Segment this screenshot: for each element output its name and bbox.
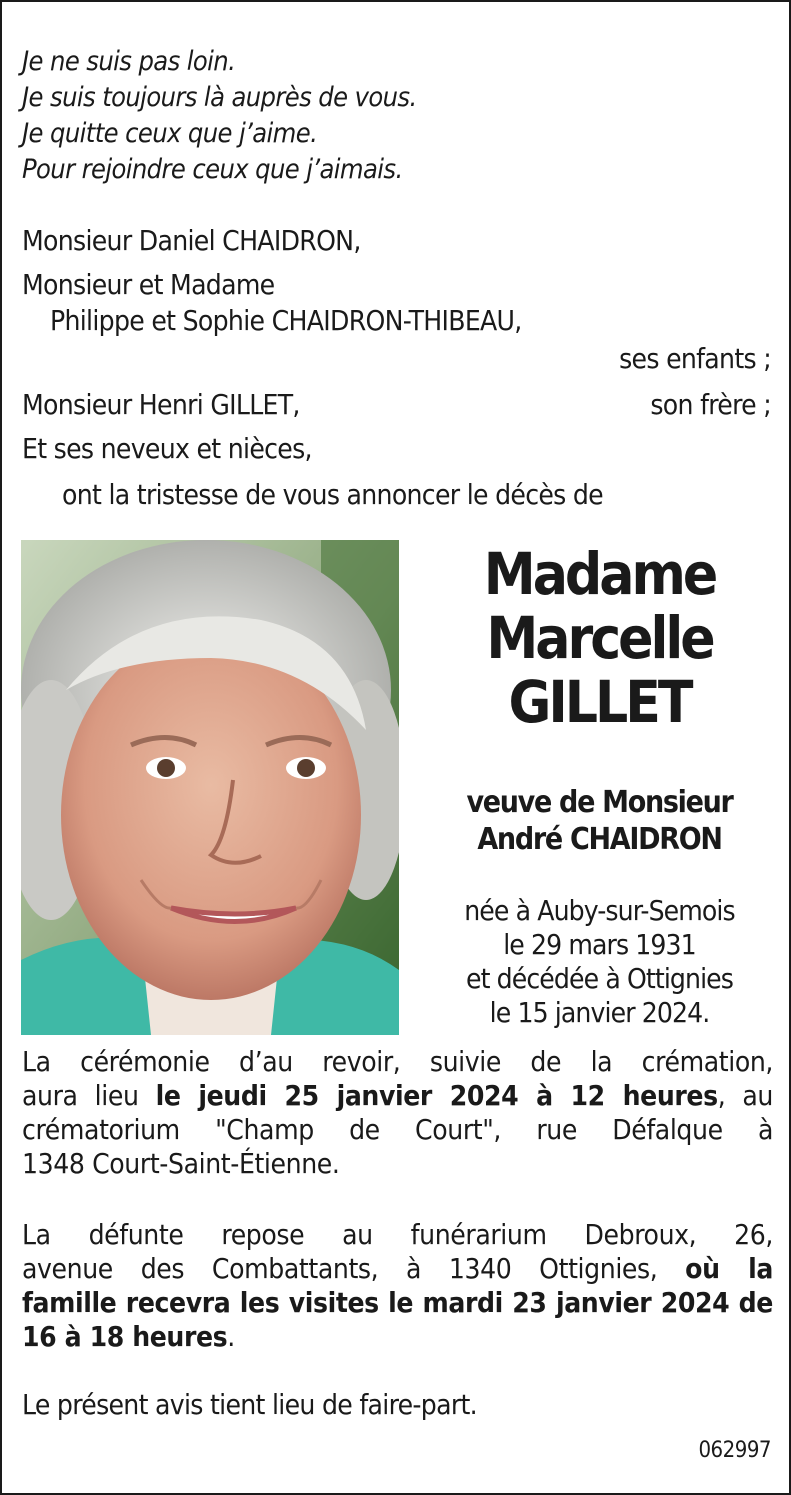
death-date: le 15 janvier 2024. [489, 996, 710, 1029]
notice-line: Le présent avis tient lieu de faire-part. [22, 1388, 477, 1421]
birth-place: née à Auby-sur-Semois [464, 894, 735, 927]
poem [22, 44, 417, 188]
ceremony-paragraph [22, 1045, 773, 1181]
nephews-nieces: Et ses neveux et nièces, [22, 432, 312, 465]
death-place: et décédée à Ottignies [465, 962, 734, 995]
ceremony-line: La cérémonie d’au revoir, suivie de la crémation, [22, 1045, 773, 1078]
family-member-couple-names: Philippe et Sophie CHAIDRON-THIBEAU, [50, 304, 522, 337]
visitation-hours: 16 à 18 heures [22, 1320, 228, 1353]
ceremony-date-time: le jeudi 25 janvier 2024 à 12 heures [155, 1079, 718, 1112]
visitation-bold: où la [685, 1252, 773, 1285]
family-member-couple: Monsieur et Madame [22, 268, 275, 301]
family-member-daniel: Monsieur Daniel CHAIDRON, [22, 224, 361, 257]
deceased-title: Madame [483, 540, 716, 608]
children-label: ses enfants ; [619, 342, 771, 375]
portrait-photo [21, 540, 399, 1035]
visitation-line: La défunte repose au funérarium Debroux, 26, [22, 1218, 773, 1251]
ceremony-line: crématorium "Champ de Court", rue Défalque à [22, 1113, 773, 1146]
poem-line: Je suis toujours là auprès de vous. [22, 82, 417, 113]
poem-line: Je ne suis pas loin. [22, 46, 236, 77]
deceased-name [422, 542, 777, 734]
widow-of [422, 784, 777, 858]
deceased-last-name: GILLET [508, 668, 691, 736]
visitation-line: famille recevra les visites le mardi 23 janvier 2024 de [22, 1286, 773, 1319]
family-member-henri: Monsieur Henri GILLET, [22, 388, 300, 421]
deceased-first-name: Marcelle [486, 604, 713, 672]
poem-line: Je quitte ceux que j’aime. [22, 118, 318, 149]
birth-death-info [422, 894, 777, 1030]
reference-number: 062997 [698, 1438, 771, 1463]
spouse-name: André CHAIDRON [477, 822, 722, 857]
visitation-paragraph [22, 1218, 773, 1354]
brother-label: son frère ; [650, 388, 771, 421]
birth-date: le 29 mars 1931 [503, 928, 696, 961]
announcement-line: ont la tristesse de vous annoncer le décès de [62, 478, 603, 511]
poem-line: Pour rejoindre ceux que j’aimais. [22, 154, 403, 185]
widow-line: veuve de Monsieur [466, 785, 733, 820]
visitation-line: 16 à 18 heures. [22, 1320, 235, 1353]
ceremony-line: aura lieu le jeudi 25 janvier 2024 à 12 heures, au [22, 1079, 773, 1112]
visitation-line: avenue des Combattants, à 1340 Ottignies, où la [22, 1252, 773, 1285]
ceremony-line: 1348 Court-Saint-Étienne. [22, 1147, 340, 1180]
